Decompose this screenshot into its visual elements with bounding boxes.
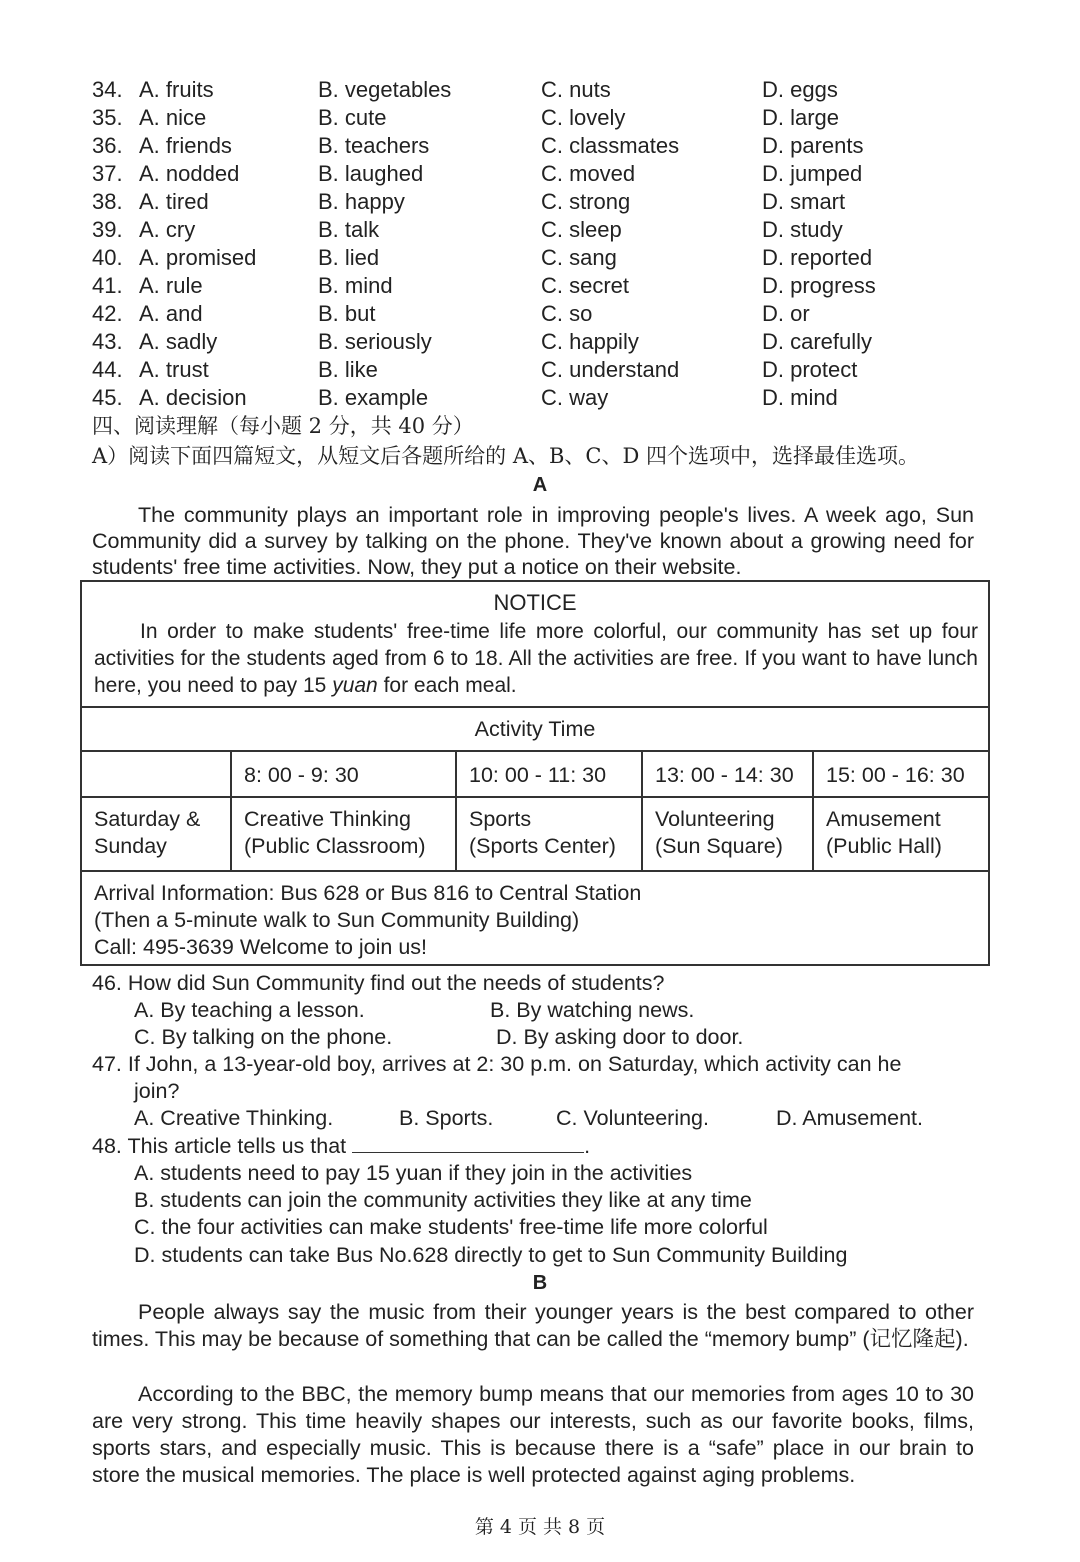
option-a: A. and [139, 301, 203, 326]
option-b: B. seriously [318, 329, 432, 354]
activity-place: (Sun Square) [655, 834, 783, 858]
option-b: B. talk [318, 217, 380, 242]
option-b: B. mind [318, 273, 393, 298]
option-row [92, 244, 992, 272]
option: D. Amusement. [776, 1106, 923, 1130]
option-d: D. mind [762, 385, 838, 410]
option-b: B. happy [318, 189, 405, 214]
time-slot: 15: 00 - 16: 30 [826, 763, 965, 787]
page-footer: 第 4 页 共 8 页 [474, 1516, 606, 1538]
option-b: B. but [318, 301, 376, 326]
option-c: C. understand [541, 357, 680, 382]
day-label [94, 806, 200, 860]
option-d: D. carefully [762, 329, 873, 354]
table-divider [82, 750, 988, 752]
table-divider [82, 706, 988, 708]
question-number: 42. [92, 301, 123, 326]
cloze-options [92, 76, 992, 412]
option-c: C. nuts [541, 77, 611, 102]
option-d: D. progress [762, 273, 876, 298]
option-d: D. study [762, 217, 843, 242]
activity-cell [244, 806, 426, 860]
option-c: C. strong [541, 189, 631, 214]
section-four-heading: 四、阅读理解（每小题 2 分，共 40 分） [92, 414, 474, 438]
question-number: 37. [92, 161, 123, 186]
question-number: 44. [92, 357, 123, 382]
question-48: 48. This article tells us that . [92, 1134, 591, 1158]
table-divider [82, 870, 988, 872]
question-number: 38. [92, 189, 123, 214]
option-c: C. lovely [541, 105, 626, 130]
option: A. By teaching a lesson. [134, 998, 365, 1022]
day-label-line: Saturday & [94, 807, 201, 831]
question-number: 34. [92, 77, 123, 102]
option-d: D. or [762, 301, 810, 326]
option-row [92, 76, 992, 104]
option: D. By asking door to door. [496, 1025, 744, 1049]
option-c: C. sleep [541, 217, 622, 242]
passage-a-letter: A [532, 474, 548, 496]
option-row [92, 272, 992, 300]
option-d: D. large [762, 105, 840, 130]
activity-name: Volunteering [655, 807, 775, 831]
question-number: 43. [92, 329, 123, 354]
option: B. students can join the community activities they like at any time [134, 1188, 752, 1212]
option-b: B. example [318, 385, 429, 410]
question-number: 39. [92, 217, 123, 242]
option-c: C. way [541, 385, 609, 410]
option-c: C. classmates [541, 133, 680, 158]
arrival-line: Arrival Information: Bus 628 or Bus 816 to Central Station [94, 881, 642, 905]
notice-body-text: In order to make students' free-time life more colorful, our community has set up four activities for the students aged from 6 to 18. All the activities are free. If you want to have lunch here, you need to pay 15 [94, 620, 978, 697]
option-b: B. laughed [318, 161, 424, 186]
table-col-divider [641, 750, 643, 870]
option-row [92, 104, 992, 132]
option-d: D. jumped [762, 161, 863, 186]
arrival-line: (Then a 5-minute walk to Sun Community Building) [94, 908, 580, 932]
option-d: D. parents [762, 133, 864, 158]
option-b: B. like [318, 357, 378, 382]
option-a: A. fruits [139, 77, 214, 102]
option-b: B. vegetables [318, 77, 452, 102]
option-a: A. decision [139, 385, 247, 410]
activity-cell [826, 806, 942, 860]
question-47: 47. If John, a 13-year-old boy, arrives at 2: 30 p.m. on Saturday, which activity can he [92, 1052, 902, 1076]
table-divider [82, 796, 988, 798]
question-48-text: 48. This article tells us that [92, 1134, 347, 1158]
option-c: C. moved [541, 161, 636, 186]
notice-box [80, 580, 990, 966]
option-c: C. happily [541, 329, 639, 354]
notice-yuan: yuan [332, 674, 378, 697]
option-d: D. protect [762, 357, 858, 382]
answer-blank [352, 1132, 584, 1153]
option-d: D. eggs [762, 77, 838, 102]
option-row [92, 160, 992, 188]
option-a: A. nodded [139, 161, 240, 186]
table-col-divider [812, 750, 814, 870]
table-col-divider [230, 750, 232, 870]
option-a: A. sadly [139, 329, 218, 354]
question-number: 36. [92, 133, 123, 158]
activity-place: (Sports Center) [469, 834, 616, 858]
option-b: B. lied [318, 245, 380, 270]
arrival-line: Call: 495-3639 Welcome to join us! [94, 935, 428, 959]
notice-body-end: for each meal. [377, 674, 517, 697]
activity-name: Creative Thinking [244, 807, 411, 831]
option-a: A. trust [139, 357, 209, 382]
option-row [92, 216, 992, 244]
option-row [92, 328, 992, 356]
option-b: B. cute [318, 105, 387, 130]
arrival-info [94, 880, 641, 961]
option: B. By watching news. [490, 998, 695, 1022]
activity-cell [655, 806, 783, 860]
option-d: D. reported [762, 245, 873, 270]
option: A. students need to pay 15 yuan if they join in the activities [134, 1161, 693, 1185]
option: B. Sports. [399, 1106, 494, 1130]
option-row [92, 384, 992, 412]
option-row [92, 300, 992, 328]
option-row [92, 188, 992, 216]
option-a: A. cry [139, 217, 196, 242]
option-a: A. rule [139, 273, 203, 298]
activity-cell [469, 806, 616, 860]
option-a: A. friends [139, 133, 232, 158]
time-slot: 13: 00 - 14: 30 [655, 763, 794, 787]
option-c: C. sang [541, 245, 617, 270]
section-four-instruction: A）阅读下面四篇短文，从短文后各题所给的 A、B、C、D 四个选项中，选择最佳选项。 [92, 444, 920, 468]
time-slot: 10: 00 - 11: 30 [469, 763, 607, 787]
option-c: C. secret [541, 273, 630, 298]
option-c: C. so [541, 301, 593, 326]
question-number: 41. [92, 273, 123, 298]
question-number: 40. [92, 245, 123, 270]
activity-time-title: Activity Time [474, 717, 596, 741]
option: D. students can take Bus No.628 directly to get to Sun Community Building [134, 1243, 848, 1267]
passage-b-letter: B [532, 1272, 548, 1294]
notice-title: NOTICE [493, 590, 577, 615]
question-47-cont: join? [134, 1079, 180, 1103]
notice-body [94, 618, 978, 699]
option: C. the four activities can make students' free-time life more colorful [134, 1215, 768, 1239]
activity-place: (Public Hall) [826, 834, 942, 858]
activity-place: (Public Classroom) [244, 834, 426, 858]
option-a: A. tired [139, 189, 209, 214]
option: A. Creative Thinking. [134, 1106, 334, 1130]
question-46: 46. How did Sun Community find out the needs of students? [92, 971, 665, 995]
option: C. By talking on the phone. [134, 1025, 393, 1049]
activity-name: Sports [469, 807, 532, 831]
passage-a-intro: The community plays an important role in improving people's lives. A week ago, Sun Community did a survey by talking on the phone. They've known about a growing need for students' free time activities. Now, they put a notice on their website. [92, 503, 974, 579]
option-d: D. smart [762, 189, 846, 214]
table-col-divider [455, 750, 457, 870]
option-a: A. nice [139, 105, 207, 130]
activity-name: Amusement [826, 807, 941, 831]
passage-b-para2: According to the BBC, the memory bump means that our memories from ages 10 to 30 are very strong. This time heavily shapes our interests, such as our favorite books, films, sports stars, and especially music. This is because there is a “safe” place in our brain to store the musical memories. The place is well protected against aging problems. [92, 1382, 974, 1487]
option-b: B. teachers [318, 133, 430, 158]
day-label-line: Sunday [94, 834, 167, 858]
option-row [92, 132, 992, 160]
option-a: A. promised [139, 245, 257, 270]
passage-b-para1: People always say the music from their younger years is the best compared to other times. This may be because of something that can be called the “memory bump” (记忆隆起). [92, 1300, 974, 1351]
question-number: 45. [92, 385, 123, 410]
time-slot: 8: 00 - 9: 30 [244, 763, 359, 787]
option-row [92, 356, 992, 384]
option: C. Volunteering. [556, 1106, 709, 1130]
question-number: 35. [92, 105, 123, 130]
